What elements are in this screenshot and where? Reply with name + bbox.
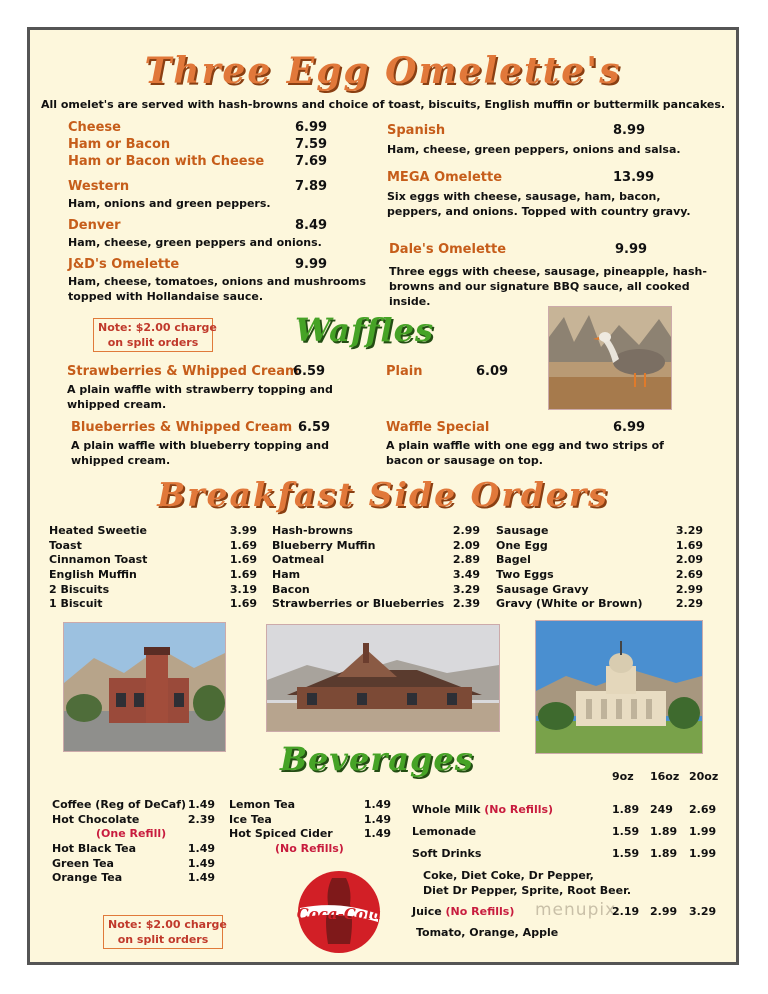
waffle-price: 6.99 <box>613 420 646 435</box>
sides-title: Breakfast Side Orders <box>157 475 609 514</box>
omelette-name: Spanish <box>387 123 446 138</box>
side-price: 3.29 <box>452 582 480 596</box>
side-name: One Egg <box>496 538 548 552</box>
omelette-price: 13.99 <box>613 170 655 185</box>
side-row <box>272 539 480 554</box>
size-header: 20oz <box>689 770 719 783</box>
beverage-name: Hot Black Tea <box>52 842 137 856</box>
omelette-name: J&D's Omelette <box>68 257 180 272</box>
omelette-desc: Ham, cheese, tomatoes, onions and mushrooms topped with Hollandaise sauce. <box>68 275 367 303</box>
beverage-row <box>52 871 215 886</box>
side-row <box>272 568 480 583</box>
beverage-price: 2.19 <box>612 905 640 918</box>
omelette-name: Western <box>68 179 130 194</box>
side-name: Sausage <box>496 524 549 537</box>
side-name: English Muffin <box>49 568 137 582</box>
side-name: Sausage Gravy <box>496 582 589 596</box>
waffle-price: 6.59 <box>293 364 326 379</box>
side-row <box>49 583 257 598</box>
sides-column-1 <box>49 524 257 612</box>
refill-note: (One Refill) <box>96 827 167 841</box>
omelettes-title: Three Egg Omelette's <box>144 50 622 92</box>
side-name: Two Eggs <box>496 568 554 582</box>
beverage-price: 1.49 <box>187 842 215 856</box>
beverage-name: Lemonade <box>412 825 477 838</box>
waffle-price: 6.09 <box>476 364 509 379</box>
beverage-row <box>52 813 215 828</box>
omelette-price: 9.99 <box>295 257 328 272</box>
omelette-desc: Ham, onions and green peppers. <box>68 197 271 210</box>
note-line: on split orders <box>117 933 209 946</box>
beverage-name-text: Whole Milk <box>412 803 481 816</box>
side-name: Heated Sweetie <box>49 524 148 537</box>
side-name: Cinnamon Toast <box>49 553 148 567</box>
omelette-price: 7.59 <box>295 137 328 152</box>
side-row <box>496 553 703 568</box>
side-price: 2.39 <box>452 597 480 611</box>
beverage-price: 2.39 <box>187 812 215 826</box>
side-name: Bagel <box>496 553 531 567</box>
split-order-note <box>93 318 217 352</box>
side-row <box>272 583 480 598</box>
coca-cola-logo-text: Coca-Cola <box>296 905 382 923</box>
side-price: 1.69 <box>229 538 257 552</box>
omelette-desc: Six eggs with cheese, sausage, ham, bacon, peppers, and onions. Topped with country gravy. <box>387 190 691 218</box>
side-row <box>49 539 257 554</box>
side-row <box>49 553 257 568</box>
soft-drinks-list: Diet Dr Pepper, Sprite, Root Beer. <box>423 884 632 897</box>
side-row <box>496 524 703 539</box>
omelette-name: Denver <box>68 218 121 233</box>
omelette-name: Ham or Bacon with Cheese <box>68 154 265 169</box>
side-name: Strawberries or Blueberries <box>272 597 445 611</box>
beverage-price: 1.49 <box>363 798 391 811</box>
side-price: 2.99 <box>452 524 480 537</box>
menupix-watermark: menupix <box>535 900 617 920</box>
side-price: 1.69 <box>229 568 257 582</box>
note-line: Note: $2.00 charge <box>108 918 227 931</box>
side-row <box>496 583 703 598</box>
waffle-name: Waffle Special <box>386 420 490 435</box>
omelette-name: Ham or Bacon <box>68 137 171 152</box>
note-line: on split orders <box>107 336 199 349</box>
beverage-price: 1.89 <box>612 803 640 816</box>
beverage-price: 1.49 <box>363 827 391 841</box>
omelette-price: 9.99 <box>615 242 648 257</box>
courthouse-photo <box>535 620 703 754</box>
side-row <box>272 597 480 612</box>
omelette-price: 6.99 <box>295 120 328 135</box>
sides-column-3 <box>496 524 703 612</box>
side-name: Oatmeal <box>272 553 325 567</box>
side-price: 2.99 <box>675 582 703 596</box>
beverage-row <box>52 798 215 813</box>
waffle-name: Strawberries & Whipped Cream <box>67 364 299 379</box>
waffle-desc: A plain waffle with strawberry topping and whipped cream. <box>67 383 333 411</box>
omelette-desc: Three eggs with cheese, sausage, pineapple, hash-browns and our signature BBQ sauce, all cooked inside. <box>389 265 707 308</box>
note-line: Note: $2.00 charge <box>98 321 217 334</box>
side-row <box>272 553 480 568</box>
side-name: Bacon <box>272 582 310 596</box>
beverage-price: 1.49 <box>363 812 391 826</box>
side-row <box>496 539 703 554</box>
side-row <box>49 597 257 612</box>
side-name: Ham <box>272 568 301 582</box>
beverage-price: 1.49 <box>187 871 215 885</box>
omelette-price: 7.89 <box>295 179 328 194</box>
side-name: 1 Biscuit <box>49 597 103 611</box>
beverage-row <box>229 813 391 828</box>
omelette-desc: Ham, cheese, green peppers, onions and salsa. <box>387 143 681 156</box>
side-row <box>496 568 703 583</box>
omelette-price: 8.99 <box>613 123 646 138</box>
beverage-price: 3.29 <box>689 905 717 918</box>
beverage-price: 1.49 <box>187 798 215 811</box>
omelette-name: Cheese <box>68 120 121 135</box>
omelette-desc: Ham, cheese, green peppers and onions. <box>68 236 322 249</box>
side-price: 3.29 <box>675 524 703 537</box>
side-name: Blueberry Muffin <box>272 538 376 552</box>
firehouse-photo <box>63 622 226 752</box>
beverage-price: 2.69 <box>689 803 717 816</box>
beverage-row <box>229 827 391 842</box>
beverage-price: 2.99 <box>650 905 678 918</box>
side-price: 2.29 <box>675 597 703 611</box>
waffle-name: Blueberries & Whipped Cream <box>71 420 293 435</box>
beverage-price: 1.89 <box>650 847 678 860</box>
beverage-name <box>412 905 514 920</box>
side-price: 2.09 <box>452 538 480 552</box>
beverage-row <box>52 857 215 872</box>
juice-list: Tomato, Orange, Apple <box>416 926 559 939</box>
beverage-name: Ice Tea <box>229 812 272 826</box>
beverages-column-2 <box>229 798 391 857</box>
beverage-name-text: Juice <box>412 905 442 918</box>
beverage-name <box>412 803 553 818</box>
depot-photo <box>266 624 500 732</box>
split-order-note <box>103 915 227 949</box>
omelette-price: 7.69 <box>295 154 328 169</box>
beverage-name: Lemon Tea <box>229 798 296 811</box>
omelettes-subtitle: All omelet's are served with hash-browns and choice of toast, biscuits, English muffin or buttermilk pancakes. <box>40 98 726 111</box>
side-row <box>272 524 480 539</box>
side-price: 3.19 <box>229 582 257 596</box>
beverages-title: Beverages <box>280 740 474 778</box>
sides-column-2 <box>272 524 480 612</box>
beverage-price: 249 <box>650 803 673 816</box>
beverage-price: 1.99 <box>689 847 717 860</box>
menu-page <box>27 27 739 965</box>
refill-note: (No Refills) <box>445 905 515 918</box>
waffle-price: 6.59 <box>298 420 331 435</box>
side-price: 2.69 <box>675 568 703 582</box>
omelette-name: MEGA Omelette <box>387 170 503 185</box>
side-price: 1.69 <box>229 597 257 611</box>
soft-drinks-list: Coke, Diet Coke, Dr Pepper, <box>423 869 594 882</box>
size-header: 16oz <box>650 770 680 783</box>
coca-cola-logo <box>296 870 382 954</box>
size-header: 9oz <box>612 770 634 783</box>
side-row <box>49 524 257 539</box>
beverage-name: Hot Chocolate <box>52 812 140 826</box>
refill-note: (No Refills) <box>484 803 554 816</box>
side-name: 2 Biscuits <box>49 582 110 596</box>
beverage-price: 1.49 <box>187 856 215 870</box>
side-row <box>496 597 703 612</box>
goose-photo <box>548 306 672 410</box>
beverage-row <box>229 798 391 813</box>
refill-note: (No Refills) <box>275 842 344 856</box>
side-name: Gravy (White or Brown) <box>496 597 643 611</box>
beverage-price: 1.89 <box>650 825 678 838</box>
waffle-desc: A plain waffle with blueberry topping and whipped cream. <box>71 439 329 467</box>
side-price: 3.49 <box>452 568 480 582</box>
beverage-name: Soft Drinks <box>412 847 482 860</box>
side-price: 2.89 <box>452 553 480 567</box>
beverage-price: 1.99 <box>689 825 717 838</box>
beverage-name: Orange Tea <box>52 871 123 885</box>
waffles-title: Waffles <box>295 311 434 349</box>
side-name: Toast <box>49 538 82 552</box>
beverages-column-1 <box>52 798 215 886</box>
side-price: 1.69 <box>675 538 703 552</box>
beverage-row <box>52 842 215 857</box>
beverage-name: Hot Spiced Cider <box>229 827 333 841</box>
side-name: Hash-browns <box>272 524 353 537</box>
beverage-price: 1.59 <box>612 847 640 860</box>
waffle-name: Plain <box>386 364 423 379</box>
beverage-name: Coffee (Reg of DeCaf) <box>52 798 187 811</box>
side-row <box>49 568 257 583</box>
beverage-name: Green Tea <box>52 856 114 870</box>
waffle-desc: A plain waffle with one egg and two strips of bacon or sausage on top. <box>386 439 664 467</box>
side-price: 3.99 <box>229 524 257 537</box>
omelette-name: Dale's Omelette <box>389 242 507 257</box>
side-price: 1.69 <box>229 553 257 567</box>
side-price: 2.09 <box>675 553 703 567</box>
beverage-price: 1.59 <box>612 825 640 838</box>
omelette-price: 8.49 <box>295 218 328 233</box>
